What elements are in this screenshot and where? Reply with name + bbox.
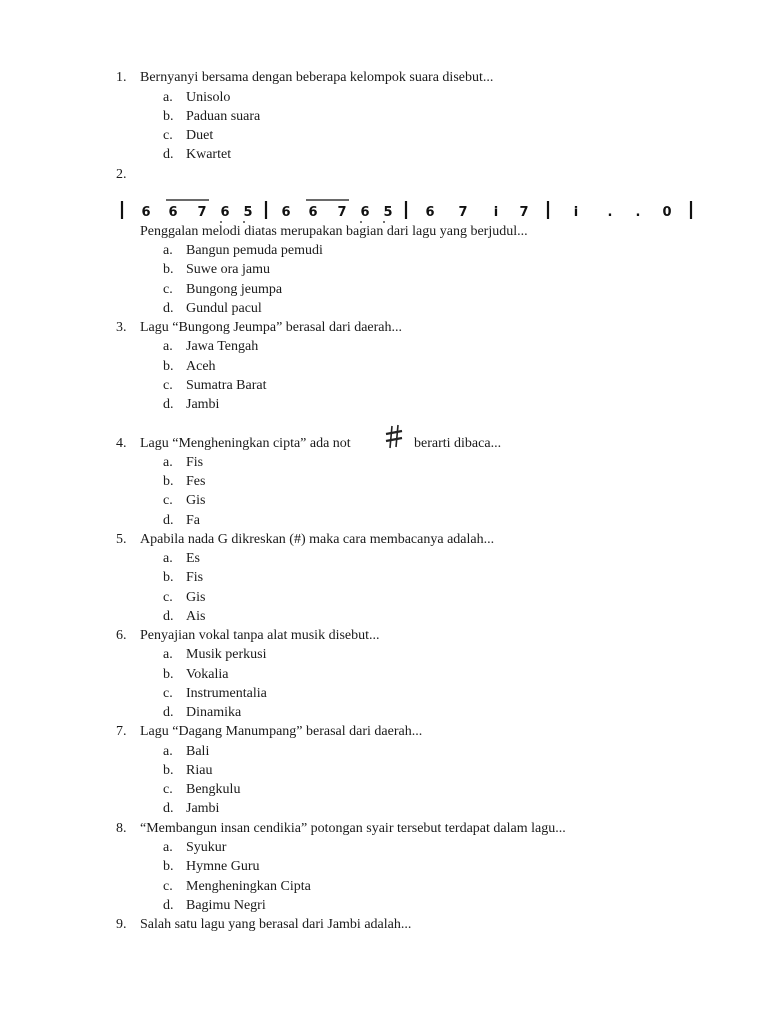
question-4: [116, 434, 351, 453]
option-5c: [163, 588, 205, 607]
option-text: Mengheningkan Cipta: [186, 879, 311, 894]
question-text: Lagu “Dagang Manumpang” berasal dari daerah...: [140, 724, 423, 739]
option-text: Syukur: [186, 840, 227, 855]
option-1a: [163, 88, 230, 107]
option-2a: [163, 241, 323, 260]
option-text: Fa: [186, 513, 200, 528]
option-text: Jawa Tengah: [186, 339, 259, 354]
question-2: [116, 165, 140, 184]
option-letter: a.: [163, 243, 173, 258]
question-3: [116, 318, 402, 337]
option-text: Fis: [186, 455, 204, 470]
question-number: 8.: [116, 821, 127, 836]
option-4c: [163, 491, 205, 510]
question-number: 7.: [116, 724, 127, 739]
note: 6: [220, 205, 230, 220]
option-3a: [163, 337, 258, 356]
question-2-text: Penggalan melodi diatas merupakan bagian dari lagu yang berjudul...: [140, 224, 528, 239]
option-8d: [163, 896, 266, 915]
question-9: [116, 915, 411, 934]
option-2c: [163, 280, 282, 299]
option-7a: [163, 742, 209, 761]
note: 5: [383, 205, 393, 220]
question-number: 6.: [116, 628, 127, 643]
option-letter: c.: [163, 493, 173, 508]
note: 7: [197, 205, 207, 220]
melody-notation: [118, 196, 698, 224]
question-number: 3.: [116, 320, 127, 335]
question-1: [116, 68, 493, 87]
question-text: Bernyanyi bersama dengan beberapa kelompok suara disebut...: [140, 70, 494, 85]
option-letter: a.: [163, 455, 173, 470]
option-text: Aceh: [186, 359, 216, 374]
note: 7: [458, 205, 468, 220]
option-letter: c.: [163, 782, 173, 797]
option-2d: [163, 299, 262, 318]
option-letter: d.: [163, 147, 174, 162]
option-4a: [163, 453, 203, 472]
option-8a: [163, 838, 226, 857]
option-text: Paduan suara: [186, 109, 261, 124]
option-text: Fes: [186, 474, 206, 489]
option-text: Fis: [186, 570, 204, 585]
option-text: Bali: [186, 744, 210, 759]
option-text: Bagimu Negri: [186, 898, 266, 913]
option-text: Bengkulu: [186, 782, 241, 797]
option-letter: a.: [163, 647, 173, 662]
question-6: [116, 626, 380, 645]
option-text: Musik perkusi: [186, 647, 267, 662]
option-text: Sumatra Barat: [186, 378, 267, 393]
option-letter: b.: [163, 859, 174, 874]
note: 6: [308, 205, 318, 220]
note: i: [573, 205, 579, 220]
option-2b: [163, 260, 270, 279]
question-5: [116, 530, 494, 549]
option-letter: b.: [163, 474, 174, 489]
question-4-text-after: berarti dibaca...: [414, 436, 502, 451]
sharp-note-icon: [383, 424, 405, 450]
question-8: [116, 819, 566, 838]
option-letter: d.: [163, 301, 174, 316]
note: 6: [425, 205, 435, 220]
question-number: 9.: [116, 917, 127, 932]
option-text: Gis: [186, 493, 206, 508]
option-3d: [163, 395, 219, 414]
question-number: 2.: [116, 167, 127, 182]
option-6a: [163, 645, 267, 664]
option-text: Hymne Guru: [186, 859, 260, 874]
question-7: [116, 722, 422, 741]
note: 6: [281, 205, 291, 220]
option-letter: b.: [163, 262, 174, 277]
question-text: Apabila nada G dikreskan (#) maka cara membacanya adalah...: [140, 532, 495, 547]
option-letter: c.: [163, 879, 173, 894]
option-text: Riau: [186, 763, 213, 778]
option-text: Vokalia: [186, 667, 229, 682]
note: 5: [243, 205, 253, 220]
question-number: 4.: [116, 436, 127, 451]
note: 6: [168, 205, 178, 220]
option-1c: [163, 126, 213, 145]
option-3c: [163, 376, 266, 395]
option-letter: c.: [163, 128, 173, 143]
option-letter: d.: [163, 898, 174, 913]
option-text: Jambi: [186, 397, 220, 412]
option-5a: [163, 549, 200, 568]
option-text: Jambi: [186, 801, 220, 816]
option-letter: a.: [163, 840, 173, 855]
option-letter: d.: [163, 801, 174, 816]
note: 0: [662, 205, 672, 220]
option-6b: [163, 665, 229, 684]
option-text: Instrumentalia: [186, 686, 267, 701]
option-letter: b.: [163, 667, 174, 682]
option-4b: [163, 472, 205, 491]
option-1b: [163, 107, 260, 126]
option-6c: [163, 684, 267, 703]
option-letter: d.: [163, 705, 174, 720]
option-3b: [163, 357, 216, 376]
option-5d: [163, 607, 205, 626]
option-text: Gis: [186, 590, 206, 605]
option-8c: [163, 877, 311, 896]
option-letter: b.: [163, 570, 174, 585]
option-7c: [163, 780, 240, 799]
note: i: [493, 205, 499, 220]
option-7b: [163, 761, 212, 780]
note: .: [607, 205, 613, 220]
option-letter: a.: [163, 744, 173, 759]
question-text: Salah satu lagu yang berasal dari Jambi adalah...: [140, 917, 412, 932]
option-letter: d.: [163, 513, 174, 528]
option-1d: [163, 145, 231, 164]
option-letter: c.: [163, 282, 173, 297]
option-letter: b.: [163, 359, 174, 374]
option-letter: b.: [163, 763, 174, 778]
question-number: 1.: [116, 70, 127, 85]
option-8b: [163, 857, 260, 876]
option-text: Unisolo: [186, 90, 231, 105]
option-letter: c.: [163, 378, 173, 393]
option-text: Suwe ora jamu: [186, 262, 270, 277]
option-letter: a.: [163, 339, 173, 354]
note: 7: [337, 205, 347, 220]
question-number: 5.: [116, 532, 127, 547]
note: 6: [141, 205, 151, 220]
option-letter: a.: [163, 551, 173, 566]
option-letter: a.: [163, 90, 173, 105]
option-text: Duet: [186, 128, 214, 143]
option-text: Es: [186, 551, 200, 566]
option-text: Kwartet: [186, 147, 232, 162]
question-text: Penyajian vokal tanpa alat musik disebut...: [140, 628, 380, 643]
option-6d: [163, 703, 241, 722]
option-letter: c.: [163, 686, 173, 701]
option-5b: [163, 568, 203, 587]
option-letter: d.: [163, 397, 174, 412]
option-letter: d.: [163, 609, 174, 624]
question-text: “Membangun insan cendikia” potongan syair tersebut terdapat dalam lagu...: [140, 821, 566, 836]
option-letter: c.: [163, 590, 173, 605]
option-text: Bangun pemuda pemudi: [186, 243, 323, 258]
option-4d: [163, 511, 200, 530]
option-7d: [163, 799, 219, 818]
note: .: [635, 205, 641, 220]
note: 6: [360, 205, 370, 220]
option-text: Bungong jeumpa: [186, 282, 283, 297]
note: 7: [519, 205, 529, 220]
option-text: Dinamika: [186, 705, 242, 720]
question-text: Lagu “Bungong Jeumpa” berasal dari daerah...: [140, 320, 403, 335]
option-letter: b.: [163, 109, 174, 124]
option-text: Gundul pacul: [186, 301, 262, 316]
question-text-before: Lagu “Mengheningkan cipta” ada not: [140, 436, 351, 451]
option-text: Ais: [186, 609, 206, 624]
